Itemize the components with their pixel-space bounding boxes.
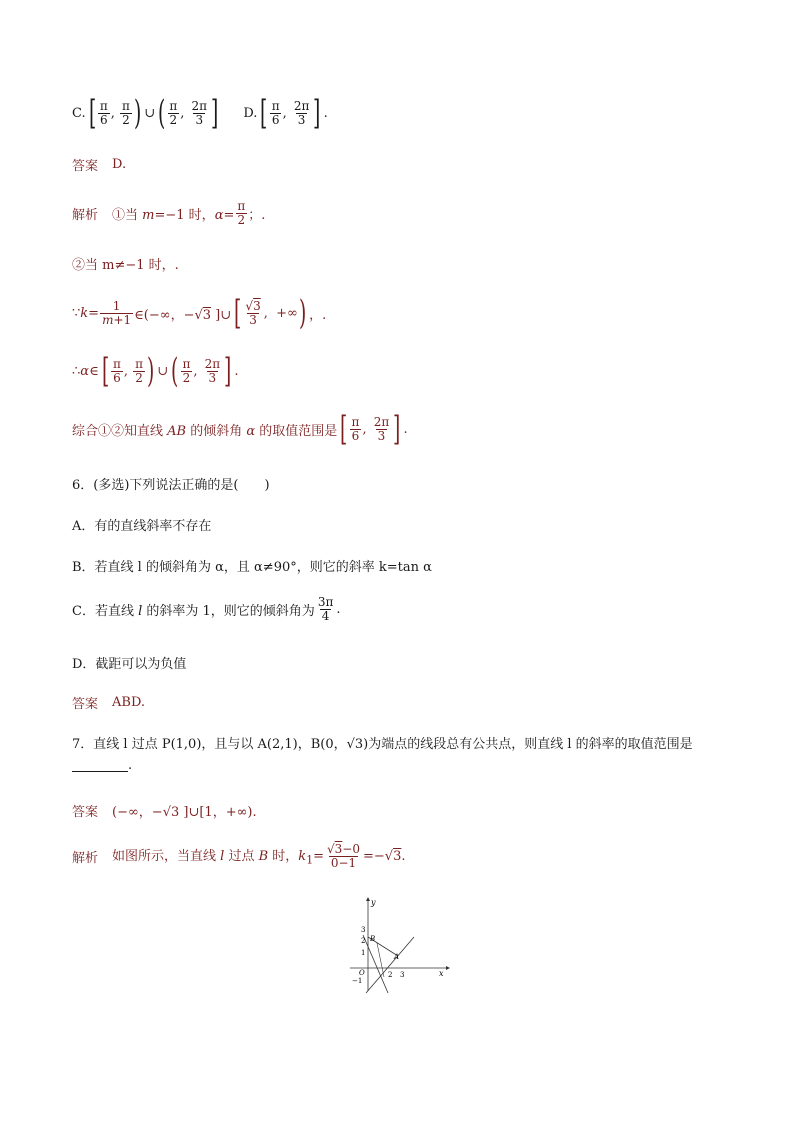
q5-conclusion: 综合①②知直线 AB 的倾斜角 α 的取值范围是 [ $\frac{\pi}{6}$ , $\frac{2\pi}{3}$ ] . xyxy=(72,409,408,449)
origin-label: O xyxy=(359,969,365,977)
point-b-label: B xyxy=(370,935,376,943)
q6-option-d xyxy=(72,653,186,672)
q5-step2-text: ②当 m≠−1 时，. xyxy=(72,258,179,273)
answer-label: 答案 xyxy=(72,805,99,820)
q6-answer xyxy=(72,693,145,712)
q5-step3: ∵k= $\frac{1}{m+1}$ ∈(−∞，−√3 ]∪ [ $\frac{√3}{3}$ , +∞ ) ，. xyxy=(72,293,327,333)
x-tick-3: 3 xyxy=(400,971,405,979)
answer-text: (−∞，−√3 ]∪[1，+∞). xyxy=(112,805,257,820)
line-pb xyxy=(363,935,388,993)
analysis-label: 解析 xyxy=(72,850,99,866)
q6-option-b-text: B．若直线 l 的倾斜角为 α，且 α≠90°，则它的斜率 k=tan α xyxy=(72,560,432,575)
y-tick-1: 1 xyxy=(361,949,366,957)
q6-option-a xyxy=(72,515,211,534)
x-tick-2: 2 xyxy=(388,971,393,979)
q7-blank-line xyxy=(72,758,132,773)
q5-step4: ∴α∈ [ $\frac{\pi}{6}$ , $\frac{\pi}{2}$ ) ∪ ( $\frac{\pi}{2}$ , $\frac{2\pi}{3}$ ] . xyxy=(72,351,239,391)
answer-blank xyxy=(72,759,128,772)
y-axis-arrow xyxy=(366,897,370,901)
q5-options-cd: C. [ $\frac{\pi}{6}$ , $\frac{\pi}{2}$ ) ∪ ( $\frac{\pi}{2}$ , $\frac{2\pi}{3}$ ] D. [ $\frac{\pi}{6}$ , $\frac{2\pi}{3}$ ] . xyxy=(72,93,328,133)
q5-answer xyxy=(72,155,126,174)
point-a-label: A xyxy=(394,953,400,961)
q7-analysis: 解析 如图所示，当直线 l 过点 B 时，$k_1=$ $\frac{√3-0}{0-1}$ =−√3. xyxy=(72,842,406,870)
q6-option-a-text: A．有的直线斜率不存在 xyxy=(72,519,212,534)
answer-label: 答案 xyxy=(72,159,99,174)
q7-stem-end: . xyxy=(128,758,133,773)
line-pa xyxy=(366,937,414,993)
q7-stem xyxy=(72,733,693,752)
q6-stem-text: 6．(多选)下列说法正确的是( ) xyxy=(72,478,270,493)
x-axis-label: x xyxy=(439,969,444,978)
q5-step2 xyxy=(72,254,179,273)
line-p-upper xyxy=(377,943,384,977)
y-tick-3: 3 xyxy=(361,926,366,934)
q7-stem-text: 7．直线 l 过点 P(1,0)，且与以 A(2,1)，B(0，√3)为端点的线段总有公共点，则直线 l 的斜率的取值范围是 xyxy=(72,737,693,752)
q5-step1: 解析 ①当 m=−1 时，α= $\frac{\pi}{2}$ ；. xyxy=(72,199,266,227)
q7-answer xyxy=(72,801,257,820)
q6-option-c: C．若直线 l 的斜率为 1，则它的倾斜角为 $\frac{3\pi}{4}$ . xyxy=(72,595,341,623)
answer-label: 答案 xyxy=(72,697,99,712)
answer-text: D. xyxy=(112,157,127,172)
y-tick-2: 2 xyxy=(361,937,366,945)
q6-stem xyxy=(72,474,270,493)
x-axis-arrow xyxy=(446,966,450,970)
q6-option-b xyxy=(72,556,432,575)
analysis-label: 解析 xyxy=(72,207,99,223)
q6-option-d-text: D．截距可以为负值 xyxy=(72,657,187,672)
coordinate-figure xyxy=(336,895,456,995)
neg-tick: −1 xyxy=(352,977,363,985)
y-axis-label: y xyxy=(371,898,376,907)
answer-text: ABD. xyxy=(112,695,146,710)
